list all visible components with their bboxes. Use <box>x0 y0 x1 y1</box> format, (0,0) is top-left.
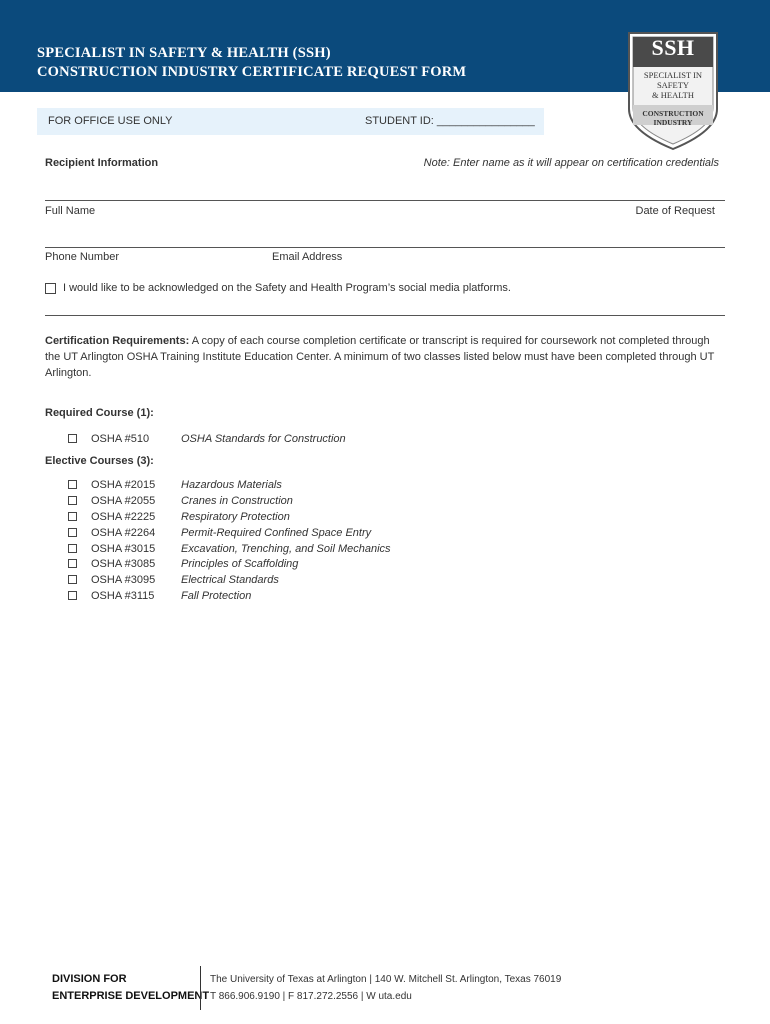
list-item[interactable] <box>68 493 293 508</box>
footer-contact <box>210 971 561 1005</box>
course-code: OSHA #510 <box>91 432 150 445</box>
course-name: Cranes in Construction <box>181 494 293 507</box>
social-media-consent-text: I would like to be acknowledged on the Safety and Health Program’s social media platforms. <box>63 282 511 294</box>
list-item[interactable] <box>68 556 298 571</box>
course-checkbox[interactable] <box>68 496 77 505</box>
certification-requirements-heading: Certification Requirements: <box>45 335 190 347</box>
full-name-line[interactable] <box>45 200 725 201</box>
course-name: Fall Protection <box>181 589 252 602</box>
badge-middle-line2: SAFETY <box>656 80 690 90</box>
course-name: OSHA Standards for Construction <box>181 432 346 445</box>
list-item[interactable] <box>68 509 290 524</box>
list-item[interactable] <box>68 477 282 492</box>
list-item[interactable] <box>68 431 346 446</box>
course-name: Principles of Scaffolding <box>181 557 299 570</box>
footer-divider <box>200 966 201 1010</box>
course-name: Electrical Standards <box>181 573 279 586</box>
badge-middle-line3: & HEALTH <box>652 90 694 100</box>
course-code: OSHA #3095 <box>91 573 156 586</box>
ssh-badge-logo <box>627 31 719 151</box>
course-checkbox[interactable] <box>68 512 77 521</box>
footer-phone-web: T 866.906.9190 | F 817.272.2556 | W uta.edu <box>210 991 412 1002</box>
certification-requirements-body: A copy of each course completion certificate or transcript is required for coursework not completed through the UT Arlington OSHA Training Institute Education Center. A minimum of two classes listed below must have been completed through UT Arlington. <box>45 335 715 379</box>
name-note: Note: Enter name as it will appear on certification credentials <box>423 157 719 169</box>
course-code: OSHA #3015 <box>91 542 156 555</box>
course-code: OSHA #3085 <box>91 557 156 570</box>
office-use-label: FOR OFFICE USE ONLY <box>48 115 173 127</box>
certification-requirements <box>45 333 725 381</box>
date-of-request-label: Date of Request <box>635 205 715 217</box>
list-item[interactable] <box>68 572 279 587</box>
phone-email-line[interactable] <box>45 247 725 248</box>
form-title <box>37 44 466 82</box>
course-checkbox[interactable] <box>68 559 77 568</box>
list-item[interactable] <box>68 588 251 603</box>
required-course-heading: Required Course (1): <box>45 407 154 419</box>
division-name <box>52 971 209 1005</box>
phone-number-label: Phone Number <box>45 251 119 263</box>
course-name: Respiratory Protection <box>181 510 290 523</box>
badge-ssh-text: SSH <box>651 35 695 60</box>
social-media-consent[interactable] <box>45 282 511 294</box>
course-name: Hazardous Materials <box>181 478 282 491</box>
division-line1: DIVISION FOR <box>52 973 127 985</box>
recipient-heading: Recipient Information <box>45 157 159 169</box>
course-name: Excavation, Trenching, and Soil Mechanics <box>181 542 391 555</box>
footer-address: The University of Texas at Arlington | 140 W. Mitchell St. Arlington, Texas 76019 <box>210 974 562 985</box>
full-name-label: Full Name <box>45 205 96 217</box>
section-divider <box>45 315 725 316</box>
badge-middle-line1: SPECIALIST IN <box>643 70 703 80</box>
course-checkbox[interactable] <box>68 434 77 443</box>
course-checkbox[interactable] <box>68 480 77 489</box>
badge-middle-text <box>627 70 719 100</box>
elective-courses-heading: Elective Courses (3): <box>45 455 154 467</box>
course-checkbox[interactable] <box>68 591 77 600</box>
office-use-box <box>37 108 544 135</box>
course-code: OSHA #2015 <box>91 478 156 491</box>
form-title-line1: SPECIALIST IN SAFETY & HEALTH (SSH) <box>37 45 331 61</box>
course-checkbox[interactable] <box>68 544 77 553</box>
student-id-field[interactable]: STUDENT ID: ________________ <box>365 115 535 127</box>
badge-bottom-line2: INDUSTRY <box>653 118 693 127</box>
email-address-label: Email Address <box>272 251 343 263</box>
course-code: OSHA #3115 <box>91 589 155 602</box>
list-item[interactable] <box>68 541 391 556</box>
social-media-checkbox[interactable] <box>45 283 56 294</box>
course-checkbox[interactable] <box>68 528 77 537</box>
course-code: OSHA #2225 <box>91 510 156 523</box>
course-name: Permit-Required Confined Space Entry <box>181 526 372 539</box>
course-checkbox[interactable] <box>68 575 77 584</box>
course-code: OSHA #2055 <box>91 494 156 507</box>
division-line2: ENTERPRISE DEVELOPMENT <box>52 990 210 1002</box>
form-title-line2: CONSTRUCTION INDUSTRY CERTIFICATE REQUEST FORM <box>37 64 467 80</box>
badge-bottom-line1: CONSTRUCTION <box>642 109 704 118</box>
list-item[interactable] <box>68 525 371 540</box>
course-code: OSHA #2264 <box>91 526 156 539</box>
badge-bottom-text <box>627 109 719 127</box>
